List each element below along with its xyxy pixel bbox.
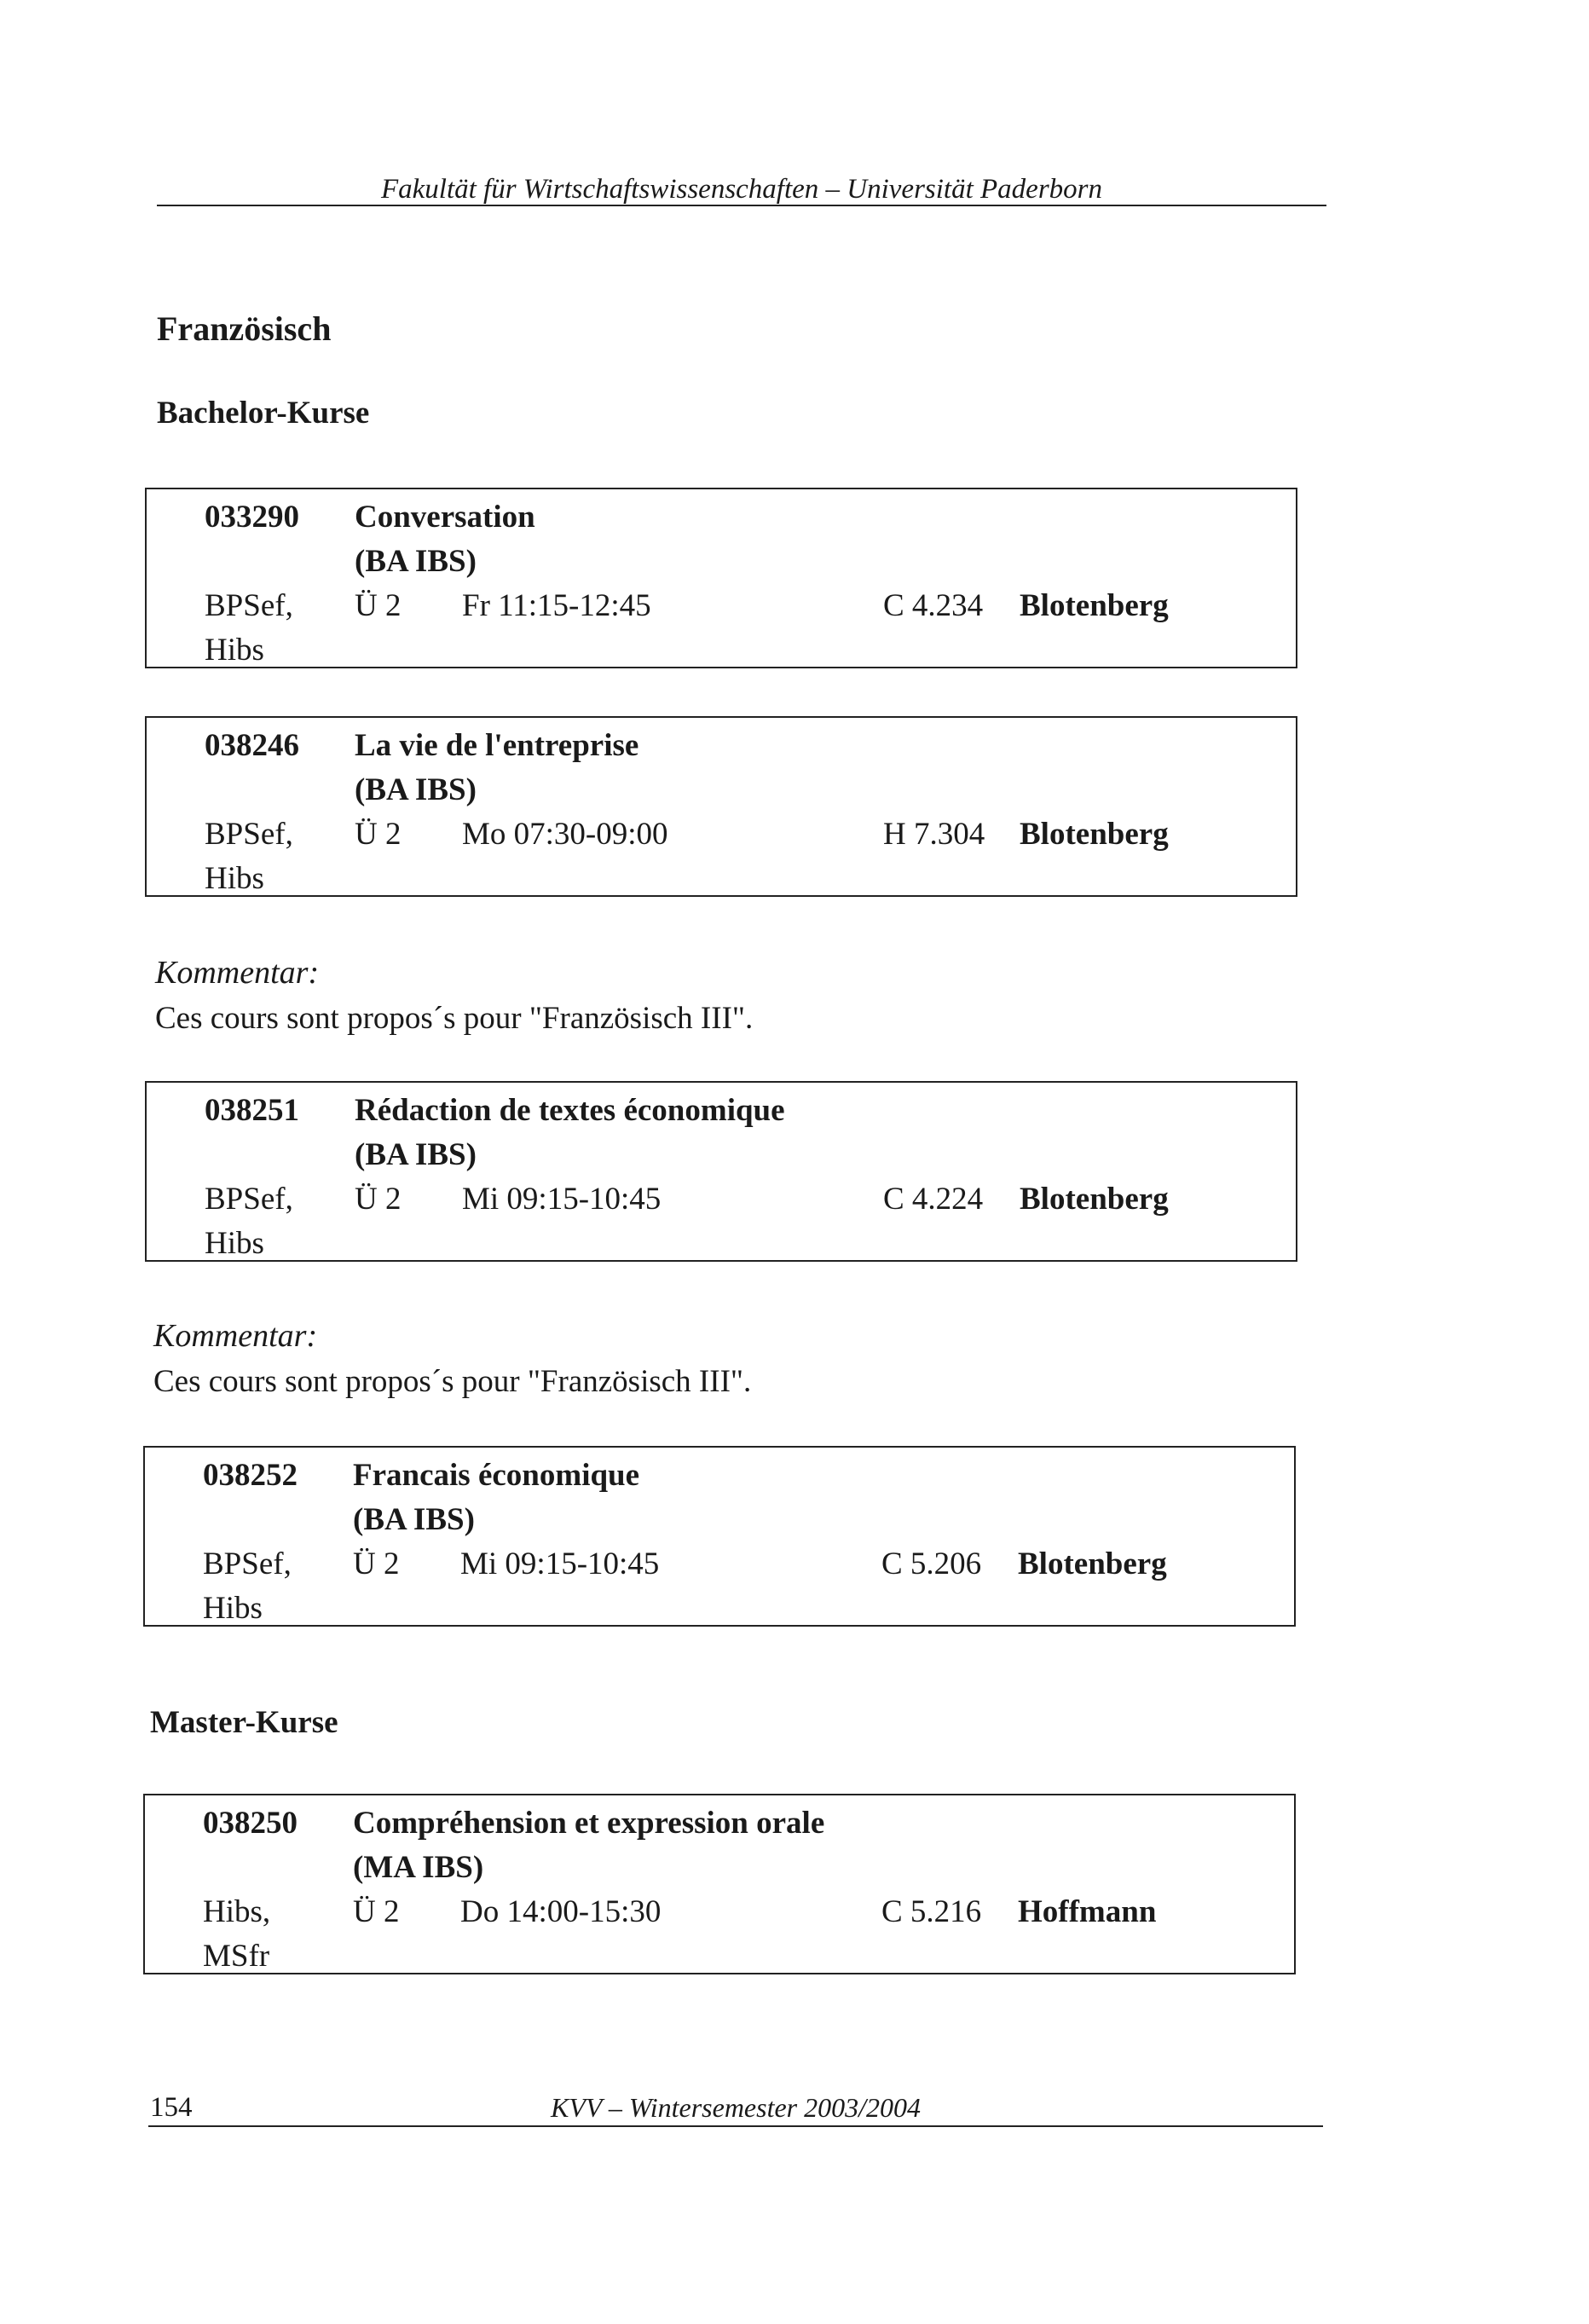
course-title: Francais économique: [353, 1458, 640, 1493]
course-box: [143, 1446, 1296, 1627]
course-room: C 4.224: [883, 1182, 984, 1217]
page-number: 154: [150, 2092, 193, 2123]
running-footer: KVV – Wintersemester 2003/2004: [550, 2092, 922, 2123]
course-box: [145, 716, 1297, 897]
bachelor-heading: Bachelor-Kurse: [157, 396, 370, 431]
course-lecturer: Hoffmann: [1018, 1894, 1157, 1929]
footer-rule: [148, 2125, 1323, 2127]
course-group-2: Hibs: [205, 1226, 264, 1261]
course-box: [143, 1794, 1296, 1974]
course-group-2: Hibs: [203, 1591, 263, 1626]
comment-label: Kommentar:: [153, 1318, 318, 1354]
course-title: La vie de l'entreprise: [355, 728, 639, 763]
course-program: (BA IBS): [355, 544, 477, 579]
course-program: (MA IBS): [353, 1850, 484, 1885]
course-title: Compréhension et expression orale: [353, 1806, 825, 1841]
course-room: H 7.304: [883, 817, 985, 852]
course-program: (BA IBS): [353, 1502, 475, 1537]
course-type: Ü 2: [355, 817, 402, 852]
course-number: 038250: [203, 1806, 298, 1841]
course-room: C 5.206: [881, 1546, 982, 1581]
course-number: 038252: [203, 1458, 298, 1493]
course-type: Ü 2: [355, 1182, 402, 1217]
course-number: 038246: [205, 728, 299, 763]
course-program: (BA IBS): [355, 1137, 477, 1172]
course-time: Mi 09:15-10:45: [460, 1546, 660, 1581]
course-number: 038251: [205, 1093, 299, 1128]
comment-text: Ces cours sont propos´s pour "Französisch III".: [155, 1001, 754, 1036]
course-time: Fr 11:15-12:45: [462, 588, 651, 623]
course-type: Ü 2: [353, 1546, 400, 1581]
course-time: Mo 07:30-09:00: [462, 817, 668, 852]
course-type: Ü 2: [355, 588, 402, 623]
course-group-2: Hibs: [205, 861, 264, 896]
course-group-2: Hibs: [205, 633, 264, 668]
course-type: Ü 2: [353, 1894, 400, 1929]
course-group-1: Hibs,: [203, 1894, 271, 1929]
running-header: Fakultät für Wirtschaftswissenschaften – Universität Paderborn: [380, 174, 1103, 205]
course-title: Conversation: [355, 500, 535, 535]
course-number: 033290: [205, 500, 299, 535]
section-title: Französisch: [157, 309, 332, 348]
course-lecturer: Blotenberg: [1020, 817, 1169, 852]
header-rule: [157, 205, 1326, 206]
course-lecturer: Blotenberg: [1018, 1546, 1167, 1581]
course-group-1: BPSef,: [203, 1546, 292, 1581]
comment-label: Kommentar:: [155, 955, 320, 991]
course-group-1: BPSef,: [205, 1182, 293, 1217]
master-heading: Master-Kurse: [150, 1705, 338, 1740]
course-group-1: BPSef,: [205, 817, 293, 852]
course-group-1: BPSef,: [205, 588, 293, 623]
course-time: Mi 09:15-10:45: [462, 1182, 662, 1217]
course-lecturer: Blotenberg: [1020, 588, 1169, 623]
course-room: C 5.216: [881, 1894, 982, 1929]
comment-text: Ces cours sont propos´s pour "Französisch III".: [153, 1364, 752, 1399]
course-time: Do 14:00-15:30: [460, 1894, 662, 1929]
course-lecturer: Blotenberg: [1020, 1182, 1169, 1217]
course-room: C 4.234: [883, 588, 984, 623]
course-box: [145, 488, 1297, 668]
course-title: Rédaction de textes économique: [355, 1093, 785, 1128]
course-program: (BA IBS): [355, 772, 477, 807]
course-group-2: MSfr: [203, 1939, 270, 1974]
course-box: [145, 1081, 1297, 1262]
